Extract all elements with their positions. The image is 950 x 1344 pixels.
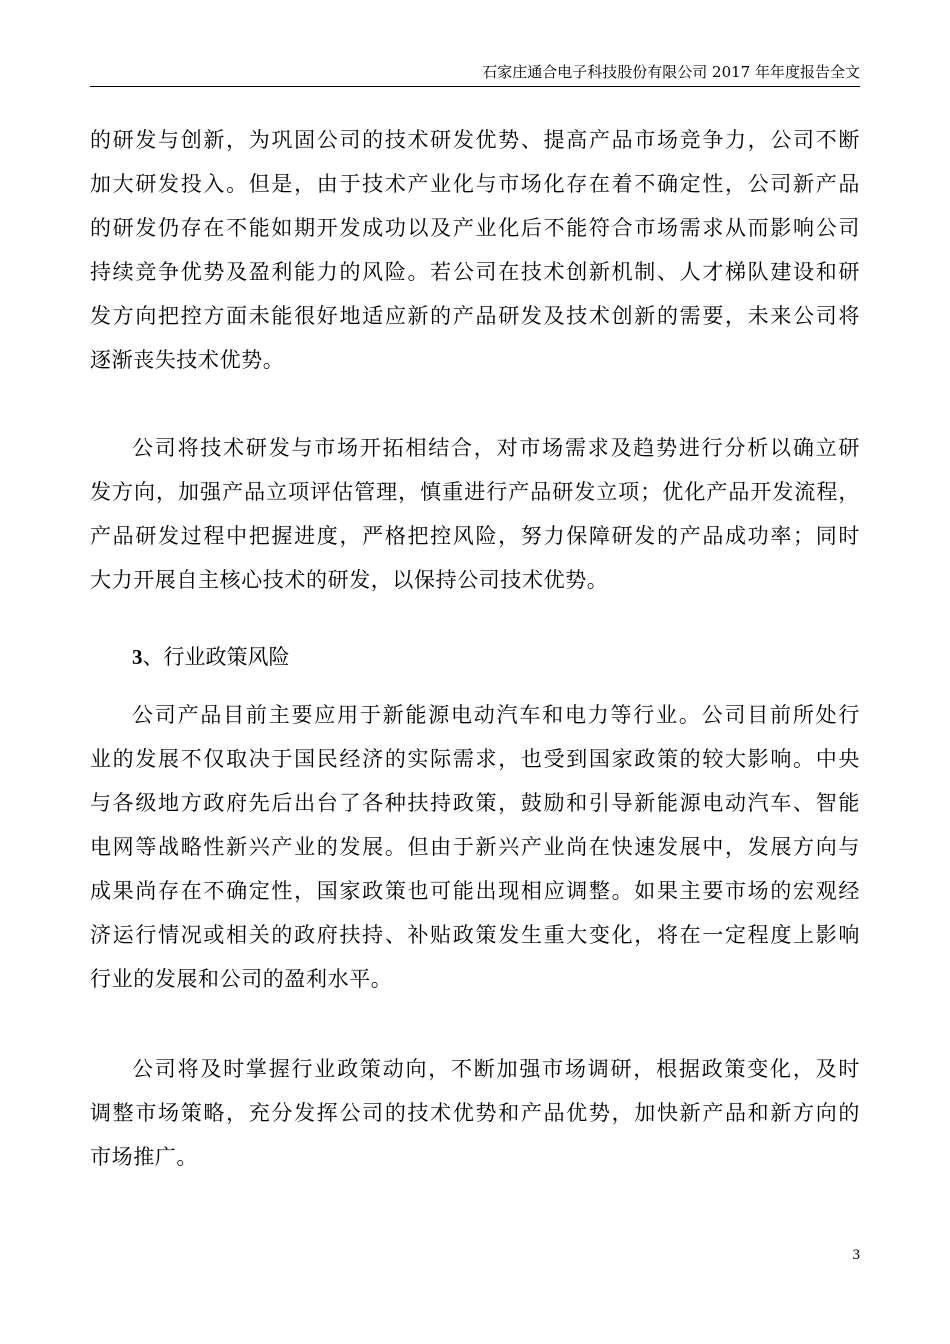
- header-divider: [90, 86, 860, 87]
- page-number: 3: [852, 1247, 860, 1263]
- text-line: 市场推广。: [90, 1145, 198, 1169]
- text-line: 大力开展自主核心技术的研发，以保持公司技术优势。: [90, 568, 609, 592]
- text-line: 的研发与创新，为巩固公司的技术研发优势、提高产品市场竞争力，公司不断: [90, 128, 860, 152]
- text-line: 调整市场策略，充分发挥公司的技术优势和产品优势，加快新产品和新方向的: [90, 1101, 860, 1125]
- text-line: 行业的发展和公司的盈利水平。: [90, 967, 393, 991]
- text-line: 产品研发过程中把握进度，严格把控风险，努力保障研发的产品成功率；同时: [90, 524, 860, 548]
- report-header: 石家庄通合电子科技股份有限公司 2017 年年度报告全文: [482, 63, 860, 81]
- text-line: 发方向，加强产品立项评估管理，慎重进行产品研发立项；优化产品开发流程，: [90, 480, 860, 504]
- text-line: 公司将及时掌握行业政策动向，不断加强市场调研，根据政策变化，及时: [132, 1057, 860, 1081]
- text-line: 公司将技术研发与市场开拓相结合，对市场需求及趋势进行分析以确立研: [132, 436, 860, 460]
- paragraph-rd-measures: [90, 426, 860, 602]
- text-line: 电网等战略性新兴产业的发展。但由于新兴产业尚在快速发展中，发展方向与: [90, 835, 860, 859]
- paragraph-policy-risk: [90, 693, 860, 1001]
- text-line: 持续竞争优势及盈利能力的风险。若公司在技术创新机制、人才梯队建设和研: [90, 260, 860, 284]
- text-line: 业的发展不仅取决于国民经济的实际需求，也受到国家政策的较大影响。中央: [90, 747, 860, 771]
- text-line: 逐渐丧失技术优势。: [90, 348, 285, 372]
- text-line: 公司产品目前主要应用于新能源电动汽车和电力等行业。公司目前所处行: [132, 703, 860, 727]
- paragraph-policy-measures: [90, 1047, 860, 1179]
- section-heading: [90, 635, 860, 679]
- section-number: 3: [132, 645, 143, 669]
- text-line: 济运行情况或相关的政府扶持、补贴政策发生重大变化，将在一定程度上影响: [90, 923, 860, 947]
- text-line: 加大研发投入。但是，由于技术产业化与市场化存在着不确定性，公司新产品: [90, 172, 860, 196]
- text-line: 成果尚存在不确定性，国家政策也可能出现相应调整。如果主要市场的宏观经: [90, 879, 860, 903]
- text-line: 发方向把控方面未能很好地适应新的产品研发及技术创新的需要，未来公司将: [90, 304, 860, 328]
- text-line: 与各级地方政府先后出台了各种扶持政策，鼓励和引导新能源电动汽车、智能: [90, 791, 860, 815]
- paragraph-rd-risk: [90, 118, 860, 382]
- section-title: 、行业政策风险: [142, 645, 290, 669]
- text-line: 的研发仍存在不能如期开发成功以及产业化后不能符合市场需求从而影响公司: [90, 216, 860, 240]
